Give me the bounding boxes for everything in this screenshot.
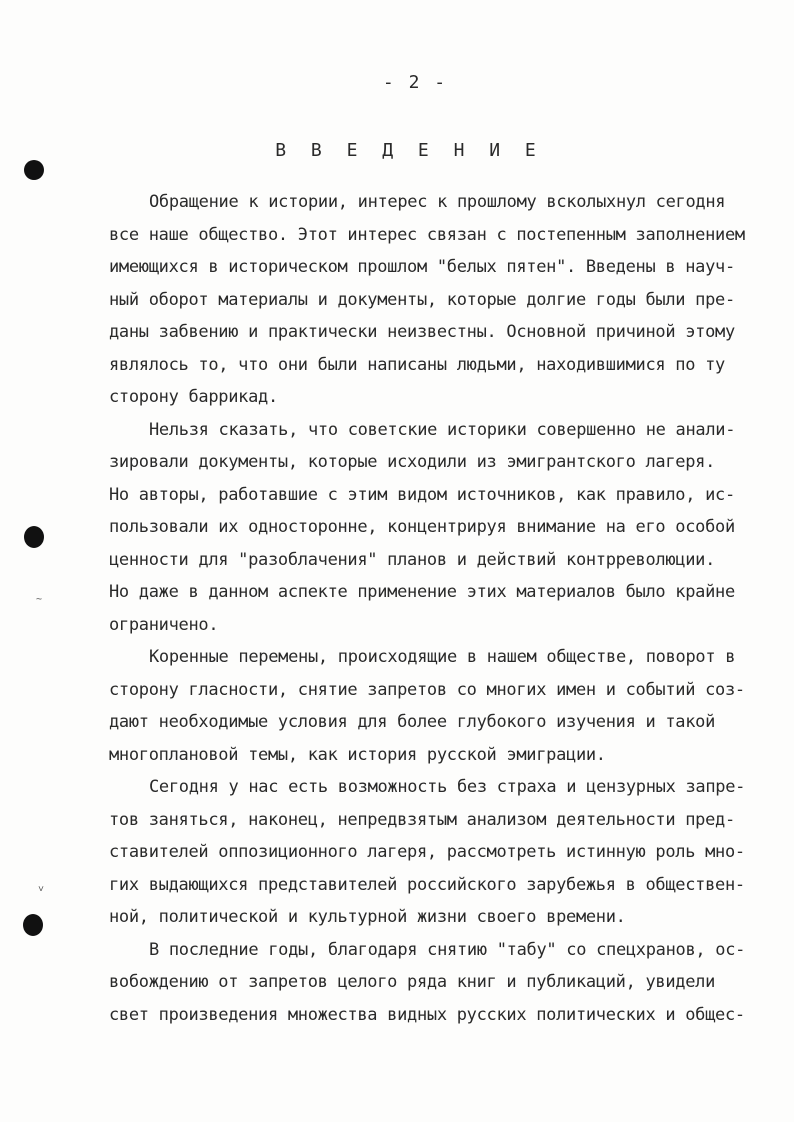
text-line: имеющихся в историческом прошлом "белых пятен". Введены в науч-: [109, 257, 735, 277]
text-line: пользовали их односторонне, концентрируя внимание на его особой: [109, 517, 735, 537]
text-line: Но даже в данном аспекте применение этих материалов было крайне: [109, 582, 735, 602]
paragraph: [109, 641, 749, 771]
text-line: дают необходимые условия для более глубокого изучения и такой: [109, 712, 716, 732]
text-line: сторону баррикад.: [109, 387, 278, 407]
text-line: Сегодня у нас есть возможность без страха и цензурных запре-: [149, 777, 746, 797]
text-line: гих выдающихся представителей российского зарубежья в обществен-: [109, 874, 745, 895]
text-line: ценности для "разоблачения" планов и действий контрреволюции.: [109, 549, 716, 570]
paragraph: [109, 414, 749, 642]
text-line: Нельзя сказать, что советские историки совершенно не анали-: [149, 419, 736, 440]
scan-mark-icon: ~: [36, 594, 43, 605]
text-line: сторону гласности, снятие запретов со многих имен и событий соз-: [109, 679, 745, 700]
text-line: зировали документы, которые исходили из эмигрантского лагеря.: [109, 452, 716, 472]
binder-hole-middle: [24, 526, 44, 548]
text-line: ный оборот материалы и документы, которые долгие годы были пре-: [109, 289, 735, 310]
text-line: являлось то, что они были написаны людьми, находившимися по ту: [109, 354, 725, 375]
text-line: вобождению от запретов целого ряда книг и публикаций, увидели: [109, 972, 716, 992]
text-line: ставителей оппозиционного лагеря, рассмотреть истинную роль мно-: [109, 842, 745, 862]
section-heading: В В Е Д Е Н И Е: [275, 140, 543, 161]
text-line: ной, политической и культурной жизни своего времени.: [109, 907, 626, 927]
text-line: ограничено.: [109, 614, 219, 635]
body-text: [109, 186, 749, 1031]
text-line: Но авторы, работавшие с этим видом источников, как правило, ис-: [109, 484, 735, 505]
page-number: - 2 -: [382, 72, 448, 93]
paragraph: [109, 934, 749, 1032]
text-line: В последние годы, благодаря снятию "табу" со спецхранов, ос-: [149, 939, 746, 960]
text-line: Коренные перемены, происходящие в нашем обществе, поворот в: [149, 647, 736, 667]
text-line: даны забвению и практически неизвестны. Основной причиной этому: [109, 322, 735, 342]
text-line: все наше общество. Этот интерес связан с постепенным заполнением: [109, 224, 745, 245]
paragraph: [109, 186, 749, 414]
text-line: тов заняться, наконец, непредвзятым анализом деятельности пред-: [109, 809, 735, 830]
text-line: свет произведения множества видных русских политических и общес-: [109, 1004, 745, 1025]
binder-hole-top: [24, 160, 44, 180]
paragraph: [109, 771, 749, 934]
binder-hole-bottom: [23, 914, 43, 936]
text-line: многоплановой темы, как история русской эмиграции.: [109, 744, 606, 765]
text-line: Обращение к истории, интерес к прошлому всколыхнул сегодня: [149, 192, 726, 212]
scan-mark-icon: ˅: [38, 884, 45, 895]
